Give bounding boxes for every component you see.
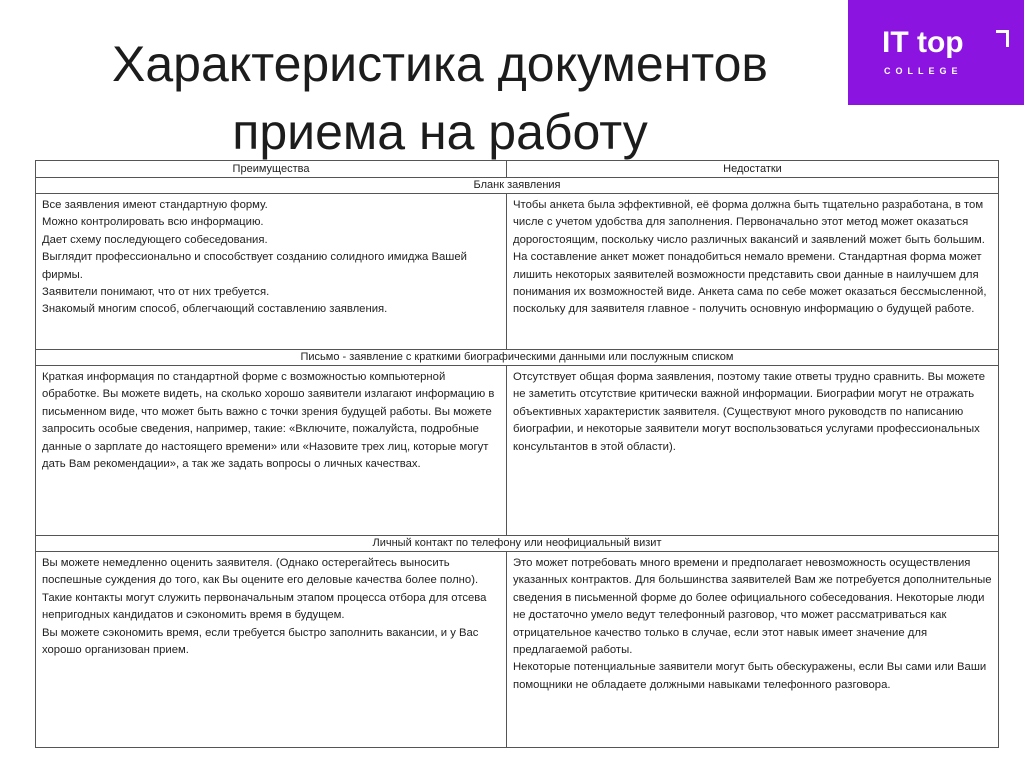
cell-text: Отсутствует общая форма заявления, поэтому такие ответы трудно сравнить. Вы можете не заметить отсутствие критически важной информации. Биографии могут не отражать объективных характеристик заявителя. (Существуют много руководств по написанию биографии, и некоторые заявители могут воспользоваться услугами профессиональных консультантов в этой области). xyxy=(513,371,986,453)
cell-text: Все заявления имеют стандартную форму. xyxy=(42,199,268,211)
cell-text: Знакомый многим способ, облегчающий составлению заявления. xyxy=(42,303,388,316)
disadvantages-cell xyxy=(507,552,999,748)
cell-text: Вы можете сэкономить время, если требуется быстро заполнить вакансии, и у Вас хорошо организован прием. xyxy=(42,626,479,657)
table-header-row xyxy=(36,161,999,178)
advantages-cell xyxy=(36,552,507,748)
logo-sub-text: COLLEGE xyxy=(884,66,963,76)
section-title-row xyxy=(36,350,999,366)
cell-text: Краткая информация по стандартной форме с возможностью компьютерной обработке. Вы можете видеть, на сколько хорошо заявители излагают информацию в письменном виде, что может быть важно с точки зрения будущей работы. Вы можете запросить особые сведения, например, такие: «Включите, пожалуйста, подробные данные о зарплате до настоящего времени» или «Назовите трех лиц, которые могут дать Вам рекомендации», а так же задать вопросы о личных качествах. xyxy=(42,371,495,471)
table-row xyxy=(36,552,999,748)
advantages-cell xyxy=(36,194,507,350)
cell-text: Выглядит профессионально и способствует созданию солидного имиджа Вашей фирмы. xyxy=(42,251,467,281)
page-title xyxy=(0,30,880,166)
table-row xyxy=(36,194,999,350)
cell-text: Некоторые потенциальные заявители могут быть обескуражены, если Вы сами или Ваши помощники не обладаете должными навыками телефонного разговора. xyxy=(513,661,987,691)
cell-text: Можно контролировать всю информацию. xyxy=(42,216,264,229)
cell-text: Дает схему последующего собеседования. xyxy=(42,233,268,246)
section-title-row xyxy=(36,178,999,194)
disadvantages-cell xyxy=(507,366,999,536)
section-title: Письмо - заявление с краткими биографическими данными или послужным списком xyxy=(36,350,999,366)
cell-text: Вы можете немедленно оценить заявителя. (Однако остерегайтесь выносить поспешные суждения до того, как Вы оцените его деловые качества более полно). Такие контакты могут служить первоначальным этапом процесса отбора для отсева непригодных кандидатов и сэкономить время в будущем. xyxy=(42,557,487,622)
header-disadvantages: Недостатки xyxy=(507,161,999,178)
cell-text: Заявители понимают, что от них требуется. xyxy=(42,286,270,299)
advantages-cell xyxy=(36,366,507,536)
logo-main-text: IT top xyxy=(882,26,964,59)
documents-table xyxy=(35,160,999,748)
section-title: Личный контакт по телефону или неофициальный визит xyxy=(36,536,999,552)
section-title-row xyxy=(36,536,999,552)
logo-corner-mark xyxy=(996,30,1009,47)
title-line-2: приема на работу xyxy=(232,104,648,160)
table-row xyxy=(36,366,999,536)
section-title: Бланк заявления xyxy=(36,178,999,194)
title-line-1: Характеристика документов xyxy=(112,36,768,92)
it-top-college-logo xyxy=(848,0,1024,105)
cell-text: Чтобы анкета была эффективной, её форма должна быть тщательно разработана, в том числе с учетом удобства для заполнения. Первоначально этот метод может оказаться дорогостоящим, поскольку число различных вакансий и заявлений может быть большим. На составление анкет может понадобиться немало времени. Стандартная форма может лишить некоторых заявителей возможности представить свои данные в наилучшем для понимания их возможностей виде. Анкета сама по себе может оказаться бессмысленной, поскольку для заявителя главное - получить основную информацию о будущей работе. xyxy=(513,199,987,316)
header-advantages: Преимущества xyxy=(36,161,507,178)
cell-text: Это может потребовать много времени и предполагает невозможность осуществления указанных контрактов. Для большинства заявителей Вам же потребуется дополнительные сведения в письменной форме до более официального собеседования. Некоторые люди не достаточно умело ведут телефонный разговор, что может рассматриваться как отрицательное качество только в случае, если этот навык имеет значение для предлагаемой работы. xyxy=(513,557,992,657)
disadvantages-cell xyxy=(507,194,999,350)
